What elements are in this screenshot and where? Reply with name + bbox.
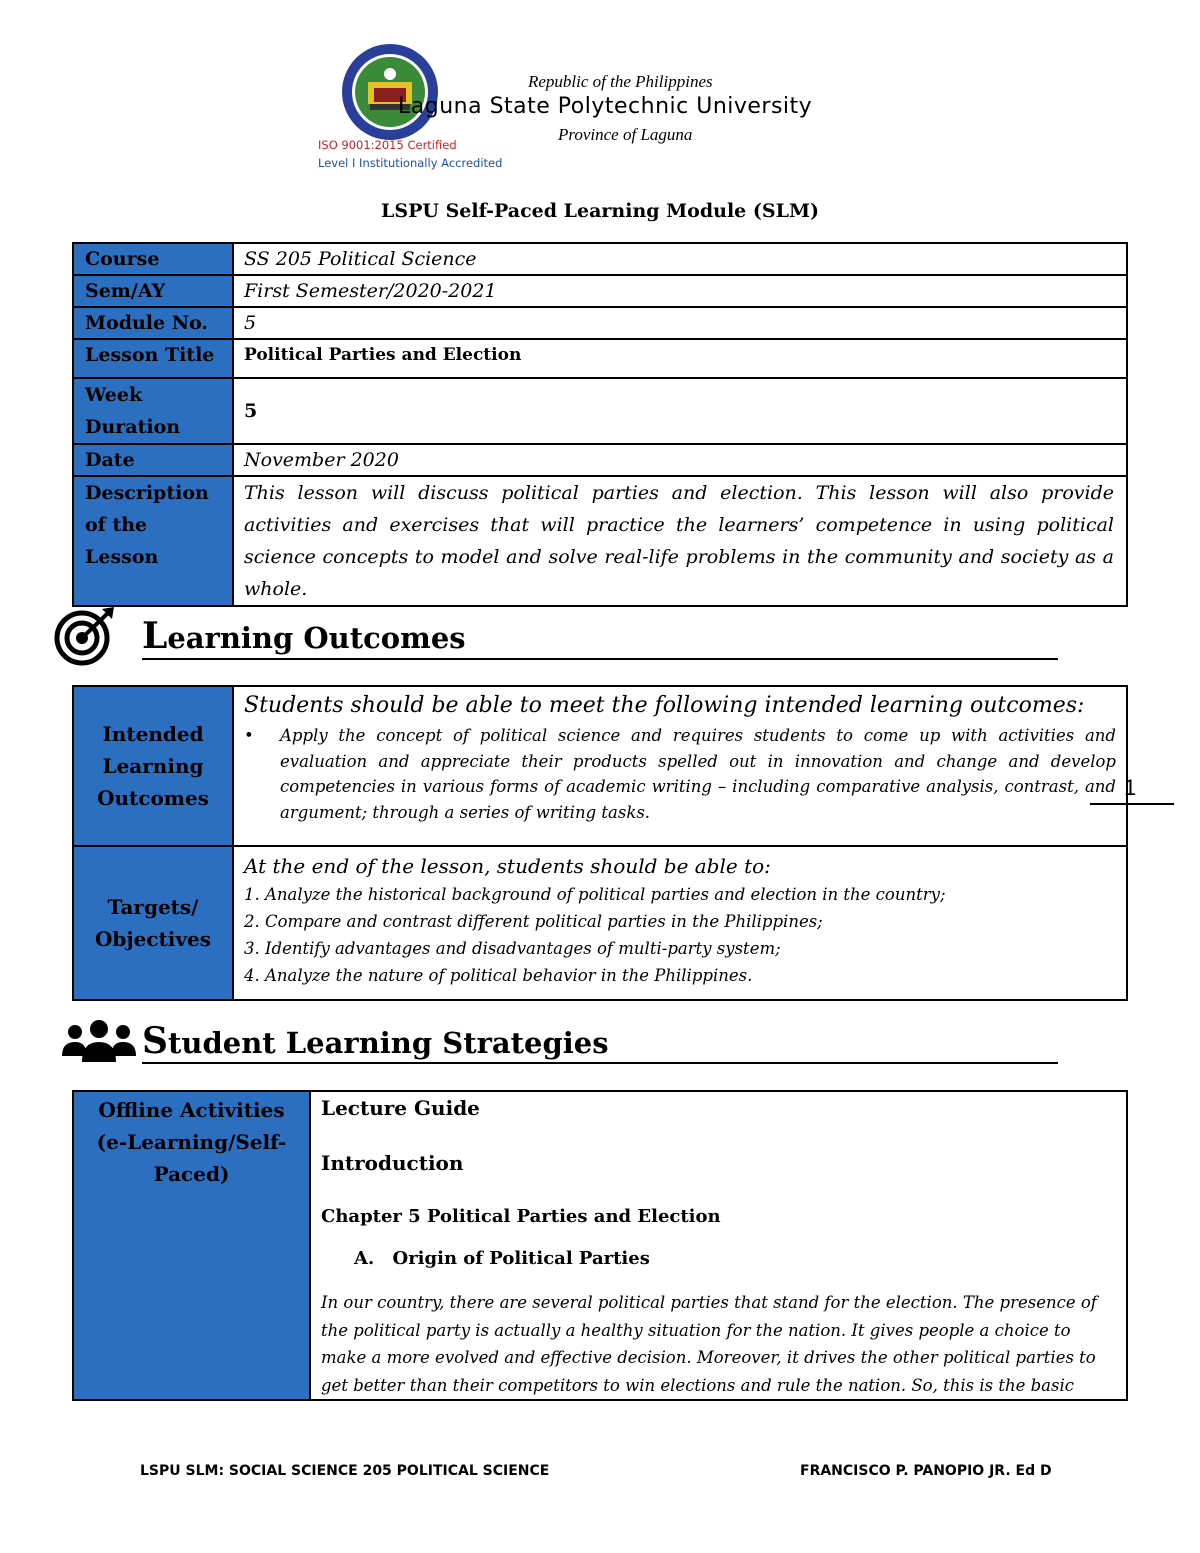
lesson-title-label: Lesson Title (73, 339, 233, 378)
sem-label: Sem/AY (73, 275, 233, 307)
duration-label: Duration (85, 416, 181, 438)
module-value: 5 (233, 307, 1127, 339)
course-info-table (72, 242, 1128, 607)
lesson-description: This lesson will discuss political parties and election. This lesson will also provide activities and exercises that will practice the learners’ competence in using political science concepts to model and solve real-life problems in the community and society as a whole. (233, 476, 1127, 606)
course-value: SS 205 Political Science (233, 243, 1127, 275)
ilo-bullet (244, 723, 1116, 825)
section-heading (321, 1245, 1116, 1273)
ilo-bullet-text: Apply the concept of political science and requires students to come up with activities and evaluation and appreciate their products spelled out in innovation and change and develop competencies in various forms of academic writing – including comparative analysis, contrast, and argument; through a series of writing tasks. (280, 726, 1116, 822)
course-label: Course (73, 243, 233, 275)
section-letter: A. (354, 1248, 375, 1269)
description-label-line-2: of the (85, 514, 148, 536)
ilo-intro: Students should be able to meet the following intended learning outcomes: (244, 693, 1085, 718)
origin-paragraph (321, 1289, 1116, 1399)
outcomes-table (72, 685, 1128, 1001)
module-label: Module No. (73, 307, 233, 339)
paragraph-line: the political party is actually a healthy situation for the nation. It gives people a choice to (321, 1320, 1071, 1340)
targets-label (73, 846, 233, 1000)
accreditation-text: Level I Institutionally Accredited (318, 156, 503, 170)
offline-activities-label (73, 1091, 310, 1400)
description-label (73, 476, 233, 606)
lecture-content (310, 1091, 1127, 1400)
ilo-label-line-1: Intended (102, 722, 204, 746)
strategies-table (72, 1090, 1128, 1401)
section-title: Origin of Political Parties (392, 1248, 650, 1269)
paragraph-line: In our country, there are several political parties that stand for the election. The presence of (321, 1293, 1097, 1312)
learning-outcomes-heading-rest: earning Outcomes (167, 621, 466, 655)
week-duration-label (73, 378, 233, 444)
page-number-rule (1090, 803, 1174, 805)
ilo-label (73, 686, 233, 846)
strategies-heading (142, 1020, 609, 1062)
iso-certification: ISO 9001:2015 Certified (318, 138, 457, 152)
ilo-content (233, 686, 1127, 846)
date-label: Date (73, 444, 233, 476)
objective-item: 1. Analyze the historical background of political parties and election in the country; (244, 885, 946, 904)
paragraph-line: make a more evolved and effective decision. Moreover, it drives the other political parties to (321, 1348, 1096, 1367)
strategies-heading-rest: tudent Learning Strategies (168, 1026, 609, 1060)
university-seal-icon (340, 42, 440, 142)
university-name: Laguna State Polytechnic University (398, 94, 813, 119)
province-text: Province of Laguna (558, 125, 693, 144)
objective-item: 2. Compare and contrast different political parties in the Philippines; (244, 912, 823, 931)
footer-left: LSPU SLM: SOCIAL SCIENCE 205 POLITICAL SCIENCE (140, 1463, 550, 1479)
lecture-guide-heading: Lecture Guide (321, 1096, 480, 1120)
users-group-icon (60, 1018, 138, 1062)
objective-item: 4. Analyze the nature of political behavior in the Philippines. (244, 966, 753, 985)
page-number: 1 (1124, 775, 1137, 800)
footer-right: FRANCISCO P. PANOPIO JR. Ed D (800, 1463, 1052, 1479)
chapter-heading: Chapter 5 Political Parties and Election (321, 1206, 721, 1227)
strategies-heading-cap: S (142, 1020, 168, 1062)
date-value: November 2020 (233, 444, 1127, 476)
offline-label-line-3: Paced) (153, 1162, 230, 1186)
week-label: Week (85, 384, 143, 406)
learning-outcomes-heading (142, 615, 466, 657)
sem-value: First Semester/2020-2021 (233, 275, 1127, 307)
description-label-line-1: Description (85, 482, 209, 504)
ilo-label-line-3: Outcomes (97, 786, 209, 810)
objective-item: 3. Identify advantages and disadvantages of multi-party system; (244, 939, 781, 958)
offline-label-line-1: Offline Activities (98, 1098, 285, 1122)
targets-label-line-1: Targets/ (107, 895, 199, 919)
learning-outcomes-rule (142, 658, 1058, 660)
description-label-line-3: Lesson (85, 546, 159, 568)
targets-intro: At the end of the lesson, students should be able to: (244, 854, 771, 878)
republic-text: Republic of the Philippines (528, 72, 713, 91)
module-title: LSPU Self-Paced Learning Module (SLM) (381, 200, 819, 222)
week-value: 5 (233, 378, 1127, 444)
target-icon (52, 605, 118, 667)
bullet-icon: • (244, 726, 254, 745)
ilo-label-line-2: Learning (102, 754, 204, 778)
offline-label-line-2: (e-Learning/Self- (96, 1130, 287, 1154)
learning-outcomes-heading-cap: L (142, 615, 168, 657)
targets-label-line-2: Objectives (95, 927, 211, 951)
introduction-heading: Introduction (321, 1151, 464, 1175)
targets-content (233, 846, 1127, 1000)
lesson-title-value: Political Parties and Election (233, 339, 1127, 378)
paragraph-line: get better than their competitors to win elections and rule the nation. So, this is the basic (321, 1375, 1074, 1395)
strategies-rule (142, 1062, 1058, 1064)
